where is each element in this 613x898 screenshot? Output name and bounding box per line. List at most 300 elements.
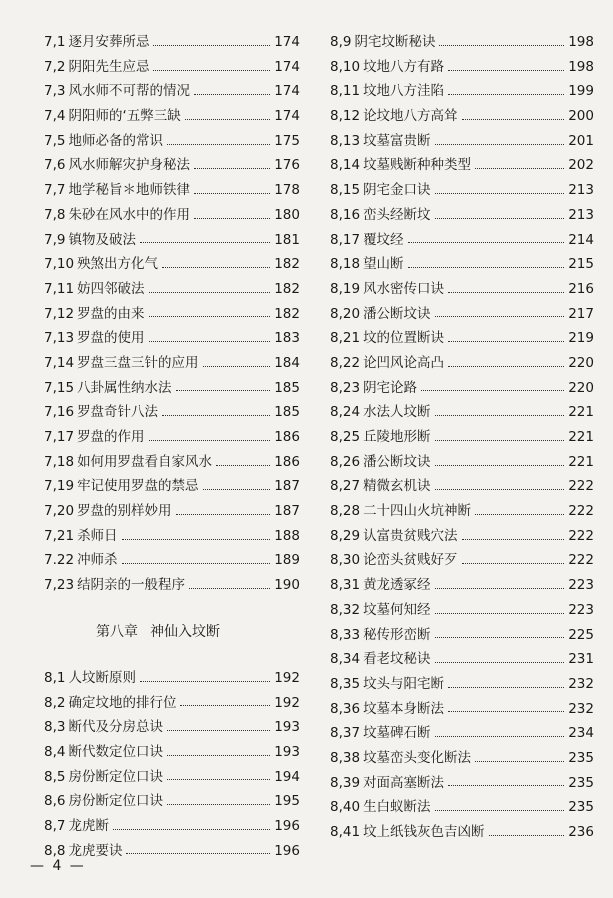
entry-title: 风水师解灾护身秘法 xyxy=(68,157,190,174)
entry-title: 潘公断坟诀 xyxy=(363,453,431,470)
entry-number: 8,36 xyxy=(330,700,361,717)
entry-number: 8,22 xyxy=(330,354,361,371)
toc-entry xyxy=(330,771,594,796)
toc-entry xyxy=(44,450,300,475)
entry-page-number: 216 xyxy=(568,280,594,297)
dot-leader xyxy=(194,94,270,95)
entry-number: 7,9 xyxy=(44,231,66,248)
entry-number: 8,6 xyxy=(44,793,66,810)
toc-entry xyxy=(330,697,594,722)
entry-title: 阴宅坟断秘诀 xyxy=(354,34,436,50)
toc-entry xyxy=(44,326,300,351)
toc-entry xyxy=(44,715,300,740)
entry-page-number: 198 xyxy=(568,58,594,75)
entry-page-number: 222 xyxy=(568,478,594,495)
toc-entry xyxy=(330,598,594,623)
entry-title: 阴宅论路 xyxy=(363,379,418,396)
entry-page-number: 234 xyxy=(568,725,594,742)
entry-title: 罗盘的使用 xyxy=(77,330,145,347)
entry-number: 8,25 xyxy=(330,429,361,445)
entry-page-number: 213 xyxy=(568,182,594,199)
entry-title: 坟地八方洼陷 xyxy=(363,83,445,100)
entry-number: 7,8 xyxy=(44,206,66,223)
entry-page-number: 235 xyxy=(568,799,594,816)
entry-title: 坟墓碑石断 xyxy=(363,725,431,742)
entry-title: 坟头与阳宅断 xyxy=(363,675,445,692)
toc-entry xyxy=(44,740,300,765)
toc-entry xyxy=(330,672,594,697)
entry-page-number: 222 xyxy=(568,527,594,544)
toc-entry xyxy=(330,326,594,351)
dot-leader xyxy=(408,267,565,268)
dot-leader xyxy=(435,588,565,589)
dot-leader xyxy=(203,489,271,490)
entry-number: 8,18 xyxy=(330,256,361,273)
dot-leader xyxy=(180,705,270,706)
toc-entry xyxy=(330,178,594,203)
entry-title: 阴阳师的‘五弊三缺 xyxy=(68,108,181,125)
entry-page-number: 174 xyxy=(274,83,300,100)
entry-page-number: 225 xyxy=(568,626,594,643)
toc-entry xyxy=(44,573,300,598)
entry-number: 7,17 xyxy=(44,429,75,445)
toc-entry xyxy=(330,746,594,771)
entry-page-number: 198 xyxy=(568,34,594,50)
entry-title: 八卦属性纳水法 xyxy=(77,379,172,396)
entry-page-number: 221 xyxy=(568,453,594,470)
dot-leader xyxy=(435,316,565,317)
toc-entry xyxy=(44,129,300,154)
entry-title: 罗盘的由来 xyxy=(77,305,145,322)
toc-entry xyxy=(330,351,594,376)
dot-leader xyxy=(162,267,270,268)
page-number: — 4 — xyxy=(30,858,86,874)
entry-page-number: 187 xyxy=(274,503,300,520)
dot-leader xyxy=(448,94,564,95)
dot-leader xyxy=(421,390,564,391)
toc-entry xyxy=(330,203,594,228)
entry-page-number: 215 xyxy=(568,256,594,273)
entry-number: 8,39 xyxy=(330,774,361,791)
entry-number: 8,3 xyxy=(44,719,66,736)
dot-leader xyxy=(435,218,565,219)
entry-number: 8,4 xyxy=(44,743,66,760)
entry-page-number: 188 xyxy=(274,527,300,544)
dot-leader xyxy=(176,390,271,391)
entry-page-number: 223 xyxy=(568,601,594,618)
entry-title: 坟上纸钱灰色吉凶断 xyxy=(363,824,485,840)
entry-number: 8,32 xyxy=(330,601,361,618)
dot-leader xyxy=(122,563,271,564)
entry-title: 罗盘三盘三针的应用 xyxy=(77,354,199,371)
entry-page-number: 220 xyxy=(568,354,594,371)
entry-number: 7,16 xyxy=(44,404,75,421)
toc-entry xyxy=(44,351,300,376)
entry-page-number: 217 xyxy=(568,305,594,322)
entry-title: 看老坟秘诀 xyxy=(363,651,431,668)
entry-page-number: 182 xyxy=(274,280,300,297)
entry-number: 7,12 xyxy=(44,305,75,322)
entry-number: 7,5 xyxy=(44,132,66,149)
dot-leader xyxy=(462,539,565,540)
entry-title: 杀师日 xyxy=(77,527,118,544)
entry-number: 8,13 xyxy=(330,132,361,149)
toc-entry xyxy=(44,277,300,302)
toc-entry xyxy=(44,814,300,839)
entry-title: 对面高塞断法 xyxy=(363,774,445,791)
entry-page-number: 222 xyxy=(568,552,594,569)
entry-title: 龙虎要诀 xyxy=(68,842,123,859)
entry-title: 地师必备的常识 xyxy=(68,132,163,149)
toc-entry xyxy=(44,30,300,55)
entry-page-number: 194 xyxy=(274,768,300,785)
entry-page-number: 222 xyxy=(568,503,594,520)
dot-leader xyxy=(153,70,270,71)
entry-title: 逐月安葬所忌 xyxy=(68,34,150,50)
toc-entry xyxy=(330,524,594,549)
entry-title: 生白蚁断法 xyxy=(363,799,431,816)
entry-number: 8,9 xyxy=(330,34,352,50)
dot-leader xyxy=(435,736,565,737)
entry-page-number: 201 xyxy=(568,132,594,149)
entry-title: 人坟断原则 xyxy=(68,669,136,686)
entry-page-number: 187 xyxy=(274,478,300,495)
entry-title: 确定坟地的排行位 xyxy=(68,694,177,711)
toc-entry xyxy=(44,548,300,573)
entry-page-number: 182 xyxy=(274,256,300,273)
entry-title: 潘公断坟诀 xyxy=(363,305,431,322)
entry-number: 7,1 xyxy=(44,34,66,50)
toc-right-column xyxy=(330,30,594,845)
entry-title: 牢记使用罗盘的禁忌 xyxy=(77,478,199,495)
entry-title: 坟墓富贵断 xyxy=(363,132,431,149)
entry-title: 朱砂在风水中的作用 xyxy=(68,206,190,223)
dot-leader xyxy=(435,440,565,441)
entry-number: 8,11 xyxy=(330,83,361,100)
dot-leader xyxy=(435,415,565,416)
entry-title: 妨四邻破法 xyxy=(77,280,145,297)
dot-leader xyxy=(435,489,565,490)
toc-entry xyxy=(330,129,594,154)
entry-number: 7,10 xyxy=(44,256,75,273)
toc-entry xyxy=(44,252,300,277)
toc-entry xyxy=(44,666,300,691)
entry-title: 丘陵地形断 xyxy=(363,429,431,445)
entry-number: 7,18 xyxy=(44,453,75,470)
toc-entry xyxy=(44,524,300,549)
entry-page-number: 174 xyxy=(274,108,300,125)
entry-number: 8,38 xyxy=(330,749,361,766)
entry-page-number: 181 xyxy=(274,231,300,248)
dot-leader xyxy=(140,242,270,243)
dot-leader xyxy=(435,144,565,145)
dot-leader xyxy=(167,730,270,731)
entry-title: 殃煞出方化气 xyxy=(77,256,159,273)
entry-title: 罗盘的别样妙用 xyxy=(77,503,172,520)
entry-page-number: 190 xyxy=(274,577,300,594)
entry-number: 8,12 xyxy=(330,108,361,125)
entry-title: 坟的位置断诀 xyxy=(363,330,445,347)
entry-title: 龙虎断 xyxy=(68,817,109,834)
dot-leader xyxy=(167,755,270,756)
entry-number: 8,7 xyxy=(44,817,66,834)
entry-number: 8,30 xyxy=(330,552,361,569)
entry-title: 如何用罗盘看自家风水 xyxy=(77,453,213,470)
entry-number: 8,29 xyxy=(330,527,361,544)
toc-entry xyxy=(44,203,300,228)
chapter-heading xyxy=(44,598,300,666)
entry-page-number: 202 xyxy=(568,157,594,174)
entry-title: 罗盘奇针八法 xyxy=(77,404,159,421)
entry-number: 7,6 xyxy=(44,157,66,174)
entry-page-number: 182 xyxy=(274,305,300,322)
entry-title: 覆坟经 xyxy=(363,231,404,248)
toc-entry xyxy=(330,548,594,573)
entry-number: 7,23 xyxy=(44,577,75,594)
entry-number: 7,13 xyxy=(44,330,75,347)
entry-page-number: 196 xyxy=(274,817,300,834)
entry-title: 房份断定位口诀 xyxy=(68,768,163,785)
entry-title: 坟墓本身断法 xyxy=(363,700,445,717)
dot-leader xyxy=(153,45,270,46)
dot-leader xyxy=(126,853,270,854)
entry-page-number: 174 xyxy=(274,58,300,75)
entry-number: 8,21 xyxy=(330,330,361,347)
toc-entry xyxy=(44,789,300,814)
dot-leader xyxy=(167,779,270,780)
dot-leader xyxy=(140,681,270,682)
toc-entry xyxy=(44,55,300,80)
entry-page-number: 232 xyxy=(568,700,594,717)
toc-left-column xyxy=(44,30,300,863)
entry-page-number: 236 xyxy=(568,824,594,840)
entry-number: 7,15 xyxy=(44,379,75,396)
entry-page-number: 232 xyxy=(568,675,594,692)
toc-chapter7-list xyxy=(44,30,300,598)
entry-title: 论凹风论高凸 xyxy=(363,354,445,371)
dot-leader xyxy=(475,514,564,515)
entry-page-number: 183 xyxy=(274,330,300,347)
chapter-label: 第八章 xyxy=(96,623,138,640)
dot-leader xyxy=(194,218,270,219)
entry-page-number: 193 xyxy=(274,719,300,736)
dot-leader xyxy=(167,804,270,805)
entry-title: 结阴亲的一般程序 xyxy=(77,577,186,594)
entry-page-number: 235 xyxy=(568,749,594,766)
entry-number: 8,24 xyxy=(330,404,361,421)
entry-number: 8,37 xyxy=(330,725,361,742)
dot-leader xyxy=(448,292,564,293)
entry-page-number: 180 xyxy=(274,206,300,223)
dot-leader xyxy=(489,835,565,836)
entry-number: 8,35 xyxy=(330,675,361,692)
entry-page-number: 184 xyxy=(274,354,300,371)
entry-title: 坟墓贱断种种类型 xyxy=(363,157,472,174)
entry-page-number: 220 xyxy=(568,379,594,396)
toc-entry xyxy=(330,277,594,302)
entry-page-number: 214 xyxy=(568,231,594,248)
dot-leader xyxy=(203,366,271,367)
entry-title: 秘传形峦断 xyxy=(363,626,431,643)
entry-title: 房份断定位口诀 xyxy=(68,793,163,810)
entry-number: 8,17 xyxy=(330,231,361,248)
entry-page-number: 192 xyxy=(274,694,300,711)
dot-leader xyxy=(435,637,565,638)
dot-leader xyxy=(448,366,564,367)
entry-page-number: 195 xyxy=(274,793,300,810)
toc-entry xyxy=(44,376,300,401)
dot-leader xyxy=(435,810,565,811)
entry-title: 断代数定位口诀 xyxy=(68,743,163,760)
dot-leader xyxy=(475,761,564,762)
entry-number: 8,28 xyxy=(330,503,361,520)
dot-leader xyxy=(194,193,270,194)
dot-leader xyxy=(448,687,564,688)
dot-leader xyxy=(435,193,565,194)
toc-entry xyxy=(330,425,594,450)
entry-title: 断代及分房总诀 xyxy=(68,719,163,736)
entry-number: 7,3 xyxy=(44,83,66,100)
entry-title: 冲师杀 xyxy=(77,552,118,569)
toc-entry xyxy=(330,573,594,598)
entry-number: 8,31 xyxy=(330,577,361,594)
entry-page-number: 213 xyxy=(568,206,594,223)
entry-title: 地学秘旨＊地师铁律 xyxy=(68,182,190,199)
entry-number: 7,19 xyxy=(44,478,75,495)
dot-leader xyxy=(448,341,564,342)
entry-title: 镇物及破法 xyxy=(68,231,136,248)
toc-entry xyxy=(330,30,594,55)
entry-page-number: 221 xyxy=(568,429,594,445)
entry-number: 8,23 xyxy=(330,379,361,396)
entry-number: 8,14 xyxy=(330,157,361,174)
entry-page-number: 219 xyxy=(568,330,594,347)
entry-page-number: 189 xyxy=(274,552,300,569)
entry-title: 罗盘的作用 xyxy=(77,429,145,445)
dot-leader xyxy=(435,662,565,663)
toc-entry xyxy=(330,55,594,80)
toc-entry xyxy=(330,153,594,178)
dot-leader xyxy=(462,563,565,564)
toc-entry xyxy=(330,795,594,820)
toc-entry xyxy=(44,178,300,203)
entry-number: 8,41 xyxy=(330,824,361,840)
entry-page-number: 221 xyxy=(568,404,594,421)
entry-title: 黄龙透冢经 xyxy=(363,577,431,594)
toc-entry xyxy=(44,400,300,425)
toc-entry xyxy=(330,499,594,524)
toc-entry xyxy=(330,400,594,425)
entry-page-number: 192 xyxy=(274,669,300,686)
dot-leader xyxy=(462,119,565,120)
entry-number: 7,20 xyxy=(44,503,75,520)
entry-number: 7,7 xyxy=(44,182,66,199)
toc-entry xyxy=(330,376,594,401)
entry-page-number: 196 xyxy=(274,842,300,859)
dot-leader xyxy=(167,144,270,145)
entry-number: 8,16 xyxy=(330,206,361,223)
dot-leader xyxy=(439,45,564,46)
toc-entry xyxy=(44,302,300,327)
toc-entry xyxy=(330,647,594,672)
toc-entry xyxy=(330,252,594,277)
entry-title: 阴宅金口诀 xyxy=(363,182,431,199)
toc-entry xyxy=(330,104,594,129)
entry-page-number: 235 xyxy=(568,774,594,791)
toc-entry xyxy=(330,79,594,104)
entry-title: 精微玄机诀 xyxy=(363,478,431,495)
dot-leader xyxy=(194,168,270,169)
dot-leader xyxy=(216,465,270,466)
entry-number: 8,10 xyxy=(330,58,361,75)
entry-number: 7,11 xyxy=(44,280,75,297)
entry-page-number: 186 xyxy=(274,453,300,470)
dot-leader xyxy=(122,539,271,540)
dot-leader xyxy=(408,242,565,243)
dot-leader xyxy=(189,588,270,589)
toc-entry xyxy=(44,79,300,104)
entry-title: 坟墓峦头变化断法 xyxy=(363,749,472,766)
toc-entry xyxy=(330,721,594,746)
entry-page-number: 199 xyxy=(568,83,594,100)
toc-entry xyxy=(44,104,300,129)
toc-entry xyxy=(44,691,300,716)
entry-number: 8,1 xyxy=(44,669,66,686)
dot-leader xyxy=(448,70,564,71)
entry-page-number: 186 xyxy=(274,429,300,445)
dot-leader xyxy=(448,711,564,712)
entry-number: 8,19 xyxy=(330,280,361,297)
dot-leader xyxy=(448,785,564,786)
entry-number: 8,20 xyxy=(330,305,361,322)
entry-number: 7,21 xyxy=(44,527,75,544)
entry-number: 8,33 xyxy=(330,626,361,643)
entry-number: 8,5 xyxy=(44,768,66,785)
entry-title: 水法人坟断 xyxy=(363,404,431,421)
toc-entry xyxy=(330,228,594,253)
entry-title: 坟墓何知经 xyxy=(363,601,431,618)
entry-page-number: 175 xyxy=(274,132,300,149)
dot-leader xyxy=(185,119,270,120)
entry-number: 8,2 xyxy=(44,694,66,711)
entry-page-number: 200 xyxy=(568,108,594,125)
entry-number: 8,8 xyxy=(44,842,66,859)
toc-entry xyxy=(330,302,594,327)
toc-entry xyxy=(44,228,300,253)
entry-title: 认富贵贫贱穴法 xyxy=(363,527,458,544)
entry-number: 8,15 xyxy=(330,182,361,199)
toc-entry xyxy=(330,820,594,845)
chapter-title: 神仙入坟断 xyxy=(150,623,220,640)
entry-page-number: 223 xyxy=(568,577,594,594)
dot-leader xyxy=(162,415,270,416)
dot-leader xyxy=(149,316,271,317)
entry-title: 望山断 xyxy=(363,256,404,273)
entry-page-number: 193 xyxy=(274,743,300,760)
toc-entry xyxy=(44,765,300,790)
dot-leader xyxy=(475,168,564,169)
toc-entry xyxy=(44,474,300,499)
dot-leader xyxy=(149,341,271,342)
toc-entry xyxy=(44,425,300,450)
entry-title: 峦头经断坟 xyxy=(363,206,431,223)
toc-entry xyxy=(330,450,594,475)
dot-leader xyxy=(435,613,565,614)
entry-title: 坟地八方有路 xyxy=(363,58,445,75)
entry-title: 风水密传口诀 xyxy=(363,280,445,297)
dot-leader xyxy=(113,829,270,830)
entry-title: 二十四山火坑神断 xyxy=(363,503,472,520)
